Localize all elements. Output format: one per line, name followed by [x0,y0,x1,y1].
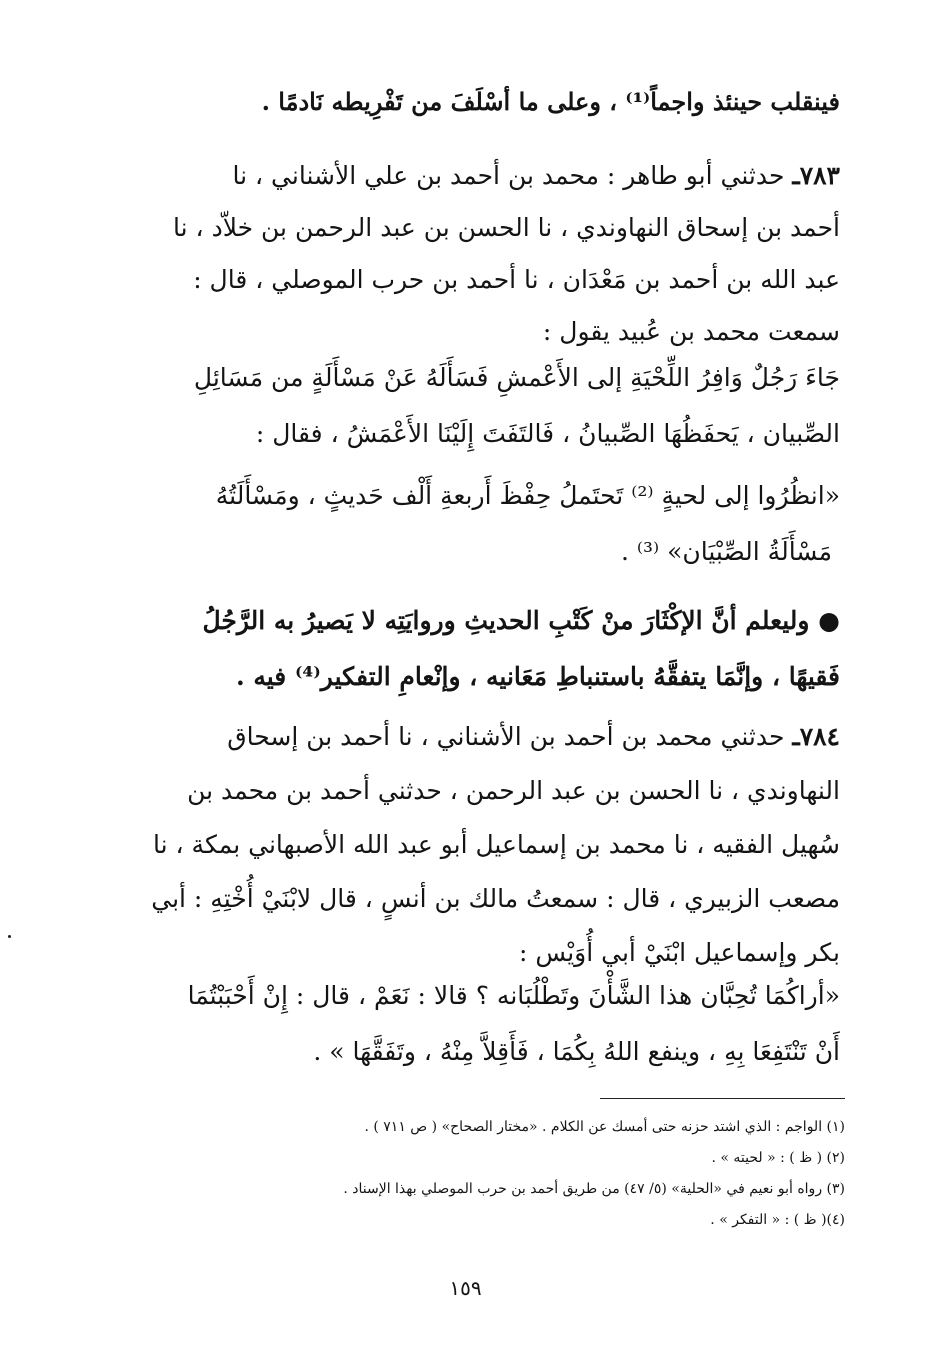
footnotes [200,1112,845,1236]
quote-783-b-line-1: «انظُرُوا إلى لحيةٍ ⁽²⁾ تَحتَملُ حِفْظَ أَربعةِ أَلْف حَديثٍ ، ومَسْأَلَتُهُ [215,481,840,510]
hadith-784-line-3: سُهيل الفقيه ، نا محمد بن إسماعيل أبو عبد الله الأصبهاني بمكة ، نا [153,830,840,859]
rule-line-2: فَقيهًا ، وإنَّمَا يتفقَّهُ باستنباطِ مَعَانيه ، وإنْعامِ التفكير⁽⁴⁾ فيه . [235,662,840,691]
rule-paragraph [150,593,840,705]
hadith-783-text-1: حدثني أبو طاهر : محمد بن أحمد بن علي الأشناني ، نا [232,161,785,190]
footnote-2: (٢) ( ظ ) : « لحيته » . [711,1150,845,1166]
hadith-783-line-1 [150,150,840,202]
quote-783-b [150,468,840,580]
footnote-3: (٣) رواه أبو نعيم في «الحلية» (٥/ ٤٧) من طريق أحمد بن حرب الموصلي بهذا الإسناد . [343,1181,845,1197]
footnote-4: (٤)( ظ ) : « التفكر » . [710,1212,845,1228]
quote-783-b-line-2: مَسْأَلَةُ الصِّبْيَان» ⁽³⁾ . [620,537,832,566]
hadith-783-line-2: أحمد بن إسحاق النهاوندي ، نا الحسن بن عبد الرحمن بن خلاّد ، نا [173,213,840,242]
hadith-783 [150,150,840,358]
hadith-784-number: ٧٨٤ـ [792,722,840,751]
hadith-784-text-1: حدثني محمد بن أحمد بن الأشناني ، نا أحمد بن إسحاق [227,722,785,751]
quote-784-line-2: أَنْ تَنْتَفِعَا بِهِ ، وينفع اللهُ بِكُمَا ، فَأَقِلاَّ مِنْهُ ، وتَفَقَّهَا » . [313,1037,840,1066]
intro-line: فينقلب حينئذ واجماً⁽¹⁾ ، وعلى ما أسْلَفَ من تَفْرِيطه نَادمًا . [261,87,840,116]
hadith-784-line-1 [150,710,840,764]
hadith-784 [150,710,840,980]
quote-784-line-1: «أراكُمَا تُحِبَّان هذا الشَّأْنَ وتَطْلُبَانه ؟ قالا : نَعَمْ ، قال : إِنْ أَحْبَبْتُمَا [187,981,840,1010]
hadith-783-number: ٧٨٣ـ [792,161,840,190]
quote-783-a-line-1: جَاءَ رَجُلٌ وَافِرُ اللِّحْيَةِ إلى الأَعْمشِ فَسَأَلَهُ عَنْ مَسْأَلَةٍ من مَسَائِلِ [193,363,840,392]
quote-783-a-line-2: الصِّبيان ، يَحفَظُهَا الصِّبيانُ ، فَالتَفَتَ إِلَيْنَا الأَعْمَشُ ، فقال : [255,419,840,448]
scan-speck [8,935,11,938]
hadith-784-line-5: بكر وإسماعيل ابْنَيْ أبي أُوَيْس : [518,938,840,967]
quote-784 [150,968,840,1080]
footnote-separator [600,1098,845,1099]
footnote-1: (١) الواجم : الذي اشتد حزنه حتى أمسك عن الكلام . «مختار الصحاح» ( ص ٧١١ ) . [364,1119,845,1135]
hadith-784-line-2: النهاوندي ، نا الحسن بن عبد الرحمن ، حدثني أحمد بن محمد بن [187,776,840,805]
hadith-783-line-3: عبد الله بن أحمد بن مَعْدَان ، نا أحمد بن حرب الموصلي ، قال : [193,265,840,294]
hadith-784-line-4: مصعب الزبيري ، قال : سمعتُ مالك بن أنسٍ ، قال لابْنَيْ أُخْتِهِ : أبي [151,884,840,913]
intro-paragraph [255,80,840,124]
quote-783-a [150,350,840,462]
page-number: ١٥٩ [449,1276,482,1300]
rule-line-1: ● وليعلم أنَّ الإكْثَارَ منْ كَتْبِ الحديثِ وروايَتِه لا يَصيرُ به الرَّجُلُ [202,606,840,635]
hadith-783-line-4: سمعت محمد بن عُبيد يقول : [542,317,840,346]
